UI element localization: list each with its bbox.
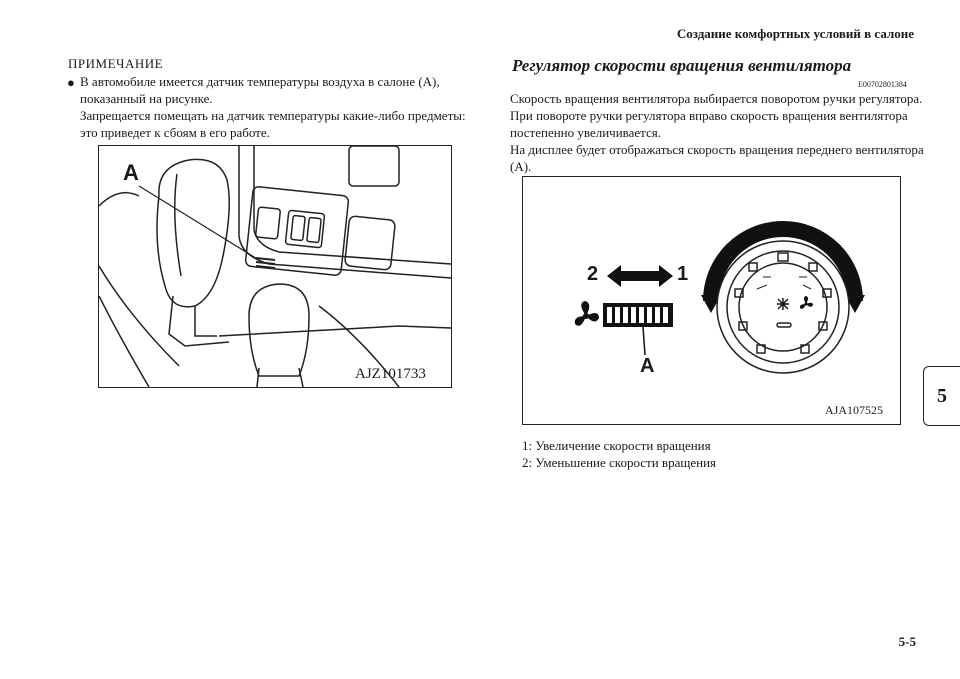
chapter-tab: 5 — [923, 366, 960, 426]
label-a: A — [640, 355, 655, 377]
section-paragraph-2: На дисплее будет отображаться скорость вращения переднего вентилятора (А). — [510, 142, 924, 174]
figure-code: AJZ101733 — [355, 366, 426, 382]
running-header: Создание комфортных условий в салоне — [676, 26, 914, 41]
section-title: Регулятор скорости вращения вентилятора — [512, 56, 852, 75]
figure-code: AJA107525 — [825, 403, 884, 417]
note-body — [67, 73, 475, 141]
section-paragraph-1: Скорость вращения вентилятора выбирается поворотом ручки регулятора. При повороте ручки регулятора вправо скорость вращения вентилятора постепенно увеличивается. — [510, 91, 923, 140]
note-line-2: Запрещается помещать на датчик температуры какие-либо предметы: это приведет к сбоям в его работе. — [80, 108, 466, 140]
temperature-icon — [777, 298, 789, 310]
console-illustration — [99, 146, 451, 387]
double-arrow-icon — [607, 265, 673, 287]
figure-legend — [522, 437, 716, 471]
figure-fan-control — [522, 176, 901, 425]
figure-sensor-location — [98, 145, 452, 388]
fan-control-illustration — [523, 177, 900, 424]
legend-item-1: 1: Увеличение скорости вращения — [522, 438, 711, 453]
page-number: 5-5 — [898, 634, 916, 649]
bullet-icon: ● — [67, 75, 75, 90]
fan-icon — [575, 301, 599, 326]
legend-item-2: 2: Уменьшение скорости вращения — [522, 455, 717, 470]
note-label: ПРИМЕЧАНИЕ — [68, 56, 164, 71]
section-body — [510, 90, 925, 175]
section-code: E00702801384 — [858, 80, 907, 89]
fan-speed-display — [603, 303, 673, 327]
note-line-1: В автомобиле имеется датчик температуры воздуха в салоне (А), показанный на рисунке. — [80, 74, 440, 106]
label-2: 2 — [587, 263, 599, 285]
label-1: 1 — [677, 263, 689, 285]
label-a: A — [123, 160, 139, 185]
